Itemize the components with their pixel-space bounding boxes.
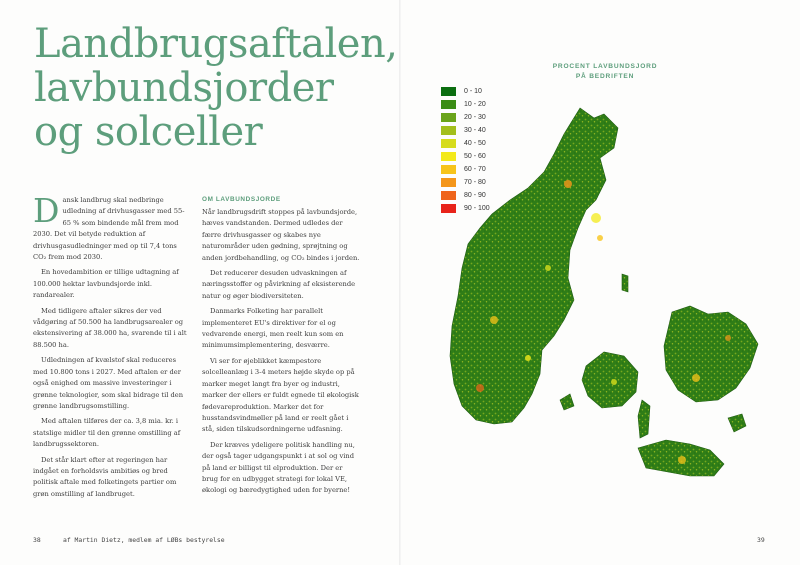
- langeland-region: [638, 400, 650, 438]
- legend-label: 40 - 50: [464, 140, 486, 147]
- funen-region: [582, 352, 638, 408]
- als-region: [560, 394, 574, 410]
- legend-label: 70 - 80: [464, 179, 486, 186]
- legend-swatch: [441, 139, 456, 148]
- map-title-line-2: PÅ BEDRIFTEN: [575, 73, 635, 80]
- page-number-left: 38: [33, 536, 41, 544]
- legend-swatch: [441, 87, 456, 96]
- lead-text: ansk landbrug skal nedbringe udledning af drivhusgasser med 55-65 % som bindende mål frem mod 2030. Det vil betyde reduktion af drivhusgasudledninger med op til 7,4 tons CO₂ frem mod 2030.: [33, 196, 185, 262]
- body-paragraph: Med aftalen tilføres der ca. 3,8 mia. kr. i statslige midler til den grønne omstilling af landbrugssektoren.: [33, 417, 181, 449]
- body-paragraph: Danmarks Folketing har parallelt implementeret EU's direktiver for el og vedvarende energi, men reelt kun som en minimumsimplementering, desværre.: [202, 307, 344, 350]
- author-byline: af Martin Dietz, medlem af LØBs bestyrelse: [63, 536, 225, 544]
- legend-item: [441, 126, 531, 135]
- page-gutter: [399, 0, 401, 565]
- legend-item: [441, 113, 531, 122]
- body-paragraph: Udledningen af kvælstof skal reduceres med 10.800 tons i 2027. Med aftalen er der også enighed om massive investeringer i grønne teknologier, som skal bidrage til den grønne landbrugsomstilling.: [33, 356, 184, 410]
- zealand-region: [664, 306, 758, 402]
- legend-label: 10 - 20: [464, 101, 486, 108]
- legend-item: [441, 178, 531, 187]
- legend-label: 0 - 10: [464, 88, 482, 95]
- left-footer: [33, 536, 225, 544]
- legend-swatch: [441, 204, 456, 213]
- legend-swatch: [441, 113, 456, 122]
- legend-swatch: [441, 126, 456, 135]
- drop-cap: D: [33, 191, 60, 230]
- text-column-2: [202, 195, 360, 501]
- legend-item: [441, 139, 531, 148]
- body-paragraph: Vi ser for øjeblikket kæmpestore solcelleanlæg i 3-4 meters højde skyde op på marker meget langt fra byer og industri, marker der ellers er fuldt egnede til økologisk fødevareproduktion. Marker det for husstandsvindmøller på land er reelt gået i stå, siden tilskudsordningerne udfasning.: [202, 356, 359, 434]
- body-paragraph: Det reducerer desuden udvaskningen af næringsstoffer og påvirkning af eksisterende natur og øger biodiversiteten.: [202, 269, 356, 300]
- article-title: Landbrugsaftalen, lavbundsjorder og solceller: [34, 21, 398, 155]
- lowland-hotspot: [490, 316, 498, 324]
- legend-label: 60 - 70: [464, 166, 486, 173]
- body-paragraph: Med tidligere aftaler sikres der ved vådgøring af 50.500 ha landbrugsarealer og ekstensivering af 38.000 ha, svarende til i alt 88.500 ha.: [33, 306, 187, 349]
- lowland-hotspot: [525, 355, 531, 361]
- lowland-hotspot: [545, 265, 551, 271]
- legend-item: [441, 191, 531, 200]
- moen-region: [728, 414, 746, 432]
- samsoe-region: [622, 274, 628, 292]
- lowland-hotspot: [591, 213, 601, 223]
- lowland-hotspot: [564, 180, 572, 188]
- legend-label: 30 - 40: [464, 127, 486, 134]
- lowland-hotspot: [692, 374, 700, 382]
- page-number-right: 39: [757, 536, 765, 544]
- lead-paragraph: [33, 191, 191, 263]
- body-paragraph: Det står klart efter at regeringen har indgået en forholdsvis ambitiøs og bred politisk aftale med folketingets partier om grøn omstilling af landbruget.: [33, 455, 177, 498]
- legend-label: 80 - 90: [464, 192, 486, 199]
- legend-swatch: [441, 100, 456, 109]
- section-heading: OM LAVBUNDSJORDE: [202, 196, 281, 203]
- body-paragraph: Når landbrugsdrift stoppes på lavbundsjorde, hæves vandstanden. Dermed udledes der færre drivhusgasser og skabes nye naturområder uden gødning, sprøjtning og anden jordbehandling, og CO₂ bindes i jorden.: [202, 208, 360, 262]
- legend-item: [441, 204, 531, 213]
- body-paragraph: Der kræves ydeligere politisk handling nu, der også tager udgangspunkt i at sol og vind på land er billigst til elproduktion. Der er brug for en udbygget strategi for lokal VE, økologi og bæredygtighed uden for byerne!: [202, 440, 355, 495]
- legend-swatch: [441, 152, 456, 161]
- legend-swatch: [441, 191, 456, 200]
- body-paragraph: En hovedambition er tillige udtagning af 100.000 hektar lavbundsjorde inkl. randarealer.: [33, 268, 179, 300]
- map-title-line-1: PROCENT LAVBUNDSJORD: [552, 63, 658, 70]
- legend-label: 50 - 60: [464, 153, 486, 160]
- lowland-hotspot: [725, 335, 731, 341]
- lowland-hotspot: [597, 235, 603, 241]
- legend-item: [441, 100, 531, 109]
- map-title: [520, 62, 690, 82]
- legend-item: [441, 87, 531, 96]
- text-column-1: [33, 191, 191, 504]
- legend-label: 90 - 100: [464, 205, 490, 212]
- legend-item: [441, 165, 531, 174]
- lowland-hotspot: [476, 384, 484, 392]
- lowland-hotspot: [678, 456, 686, 464]
- legend-swatch: [441, 178, 456, 187]
- legend-label: 20 - 30: [464, 114, 486, 121]
- legend-item: [441, 152, 531, 161]
- legend-swatch: [441, 165, 456, 174]
- lowland-hotspot: [611, 379, 617, 385]
